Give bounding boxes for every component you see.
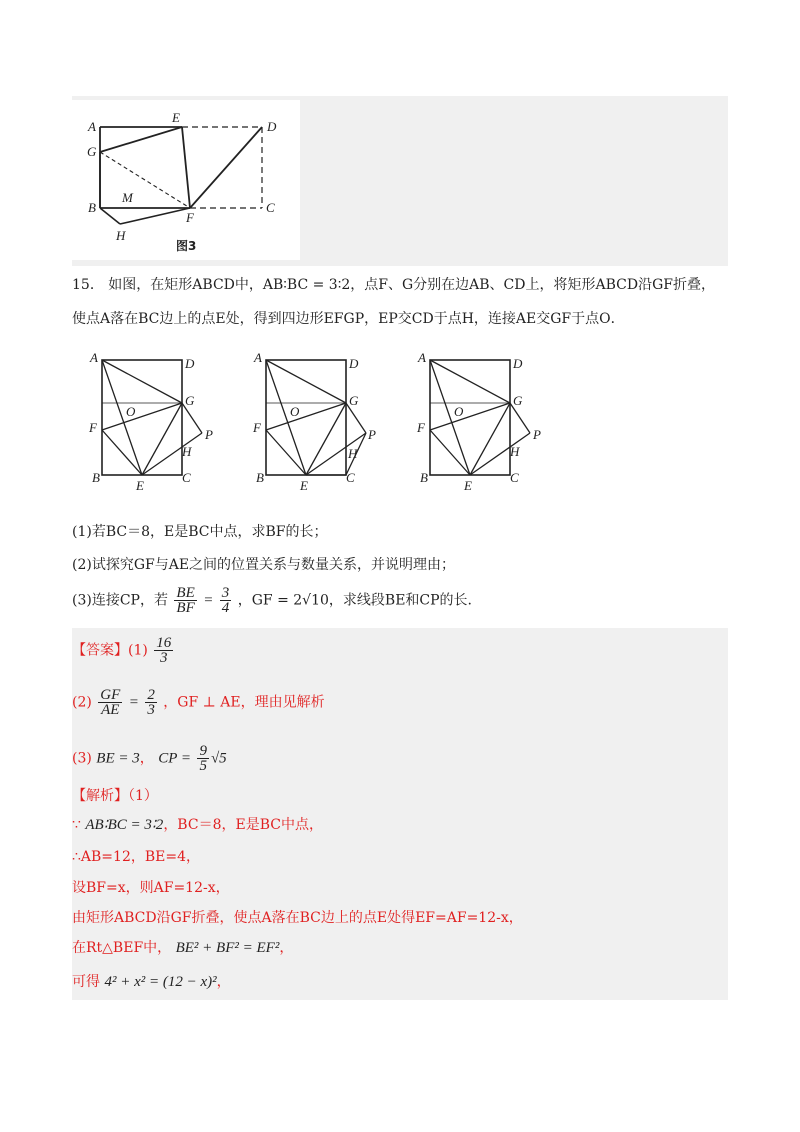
answer-2 [72,688,325,717]
sf1-label-p: P [205,427,213,442]
answer-3 [72,744,227,773]
answer-1-num: 16 [156,635,172,651]
analysis-5-prefix: 在Rt△BEF中， [72,940,172,956]
sf1-label-b: B [92,470,100,485]
analysis-line-4 [72,908,523,928]
sf3-label-b: B [420,470,428,485]
fig3-label-b: B [88,200,96,215]
analysis-3-text: 设BF=x，则AF=12-x， [72,880,230,896]
answer-2-lhs-num: GF [100,687,121,703]
sf2-label-e: E [300,478,308,493]
question-3 [72,586,472,615]
question-3-prefix: (3)连接CP，若 [72,592,168,609]
analysis-6-prefix: 可得 [72,974,100,990]
sf2-label-o: O [290,404,300,419]
answer-3-cp-num: 9 [199,743,207,759]
sf1-label-c: C [182,470,191,485]
fig3-label-f: F [186,210,194,225]
sf1-label-o: O [126,404,136,419]
sf3-label-g: G [513,393,523,408]
small-figure-2 [252,350,376,493]
analysis-1-math: AB∶BC = 3∶2 [85,817,164,833]
small-figures [80,348,560,498]
sf2-label-b: B [256,470,264,485]
answer-tag: 【答案】 [72,642,128,659]
analysis-6-tail: ， [216,974,231,990]
answer-2-rhs [145,688,157,717]
analysis-header [72,786,158,806]
analysis-line-5 [72,938,293,958]
problem-line-2 [72,309,625,329]
problem-text-2: 使点A落在BC边上的点E处，得到四边形EFGP，EP交CD于点H，连接AE交GF于点O． [72,311,625,327]
sf1-label-f: F [89,420,97,435]
problem-line-1 [72,275,715,295]
analysis-5-tail: ， [279,940,294,956]
problem-text-1: 如图，在矩形ABCD中，AB∶BC = 3∶2，点F、G分别在边AB、CD上，将矩形ABCD沿GF折叠， [108,277,715,293]
analysis-line-6 [72,972,231,992]
answer-1 [72,636,175,665]
sf3-label-a: A [418,350,426,365]
answer-3-cp: CP = [158,750,191,767]
answer-1-fraction [154,636,173,665]
question-2-text: (2)试探究GF与AE之间的位置关系与数量关系，并说明理由； [72,557,456,573]
answer-2-rhs-num: 2 [147,687,155,703]
sf2-label-p: P [368,427,376,442]
sf2-label-f: F [253,420,261,435]
figure3-frame [72,100,300,260]
small-figure-1 [88,350,213,493]
sf2-label-c: C [346,470,355,485]
answer-3-cp-den: 5 [199,758,207,774]
fig3-label-h: H [116,228,126,243]
sf1-label-h: H [182,444,192,459]
answer-3-cp-tail: √5 [210,750,227,767]
sf1-label-a: A [90,350,98,365]
q3-equals: = [203,592,214,609]
sf3-label-h: H [510,444,520,459]
answer-1-prefix: (1) [128,642,148,659]
analysis-5-math: BE² + BF² = EF² [175,940,280,956]
q3-frac-den: BF [176,600,195,616]
analysis-4-text: 由矩形ABCD沿GF折叠，使点A落在BC边上的点E处得EF=AF=12-x， [72,910,523,926]
fig3-label-d: D [267,119,277,134]
answer-3-prefix: (3) [72,750,92,767]
fig3-label-e: E [172,110,180,125]
q3-val-den: 4 [221,600,230,616]
answer-3-sep: ， [139,750,154,767]
because-symbol: ∵ [72,817,81,833]
answer-2-eq: = [128,694,139,711]
fig3-caption: 图3 [176,239,197,253]
analysis-tag: 【解析】 [72,788,128,804]
question-3-rest: ，GF = 2√10，求线段BE和CP的长. [237,592,472,609]
sf2-label-a: A [254,350,262,365]
question-2 [72,555,455,575]
fig3-label-c: C [266,200,275,215]
answer-1-den: 3 [160,650,168,666]
q3-frac-num: BE [176,585,195,601]
sf3-label-f: F [417,420,425,435]
sf1-label-d: D [185,356,195,371]
sf3-label-o: O [454,404,464,419]
analysis-2-text: ∴AB=12，BE=4， [72,849,200,865]
question-1 [72,522,327,542]
figure3-diagram [72,100,300,260]
answer-3-cp-fraction [197,744,209,773]
sf1-label-e: E [136,478,144,493]
sf2-label-g: G [349,393,359,408]
sf1-label-g: G [185,393,195,408]
fig3-label-g: G [87,144,97,159]
analysis-line-3 [72,878,230,898]
fig3-label-m: M [122,190,133,205]
question-1-text: (1)若BC＝8，E是BC中点，求BF的长； [72,524,328,540]
sf3-label-p: P [533,427,541,442]
answer-2-lhs [98,688,122,717]
problem-number: 15． [72,277,104,293]
sf2-label-h: H [348,446,358,461]
fig3-label-a: A [88,119,96,134]
analysis-6-math: 4² + x² = (12 − x)² [104,974,217,990]
answer-3-be: BE = 3 [96,750,140,767]
small-figure-3 [416,350,541,493]
sf3-label-c: C [510,470,519,485]
analysis-1-rest: ，BC＝8，E是BC中点， [163,817,323,833]
analysis-line-2 [72,847,200,867]
sf3-label-d: D [513,356,523,371]
analysis-line-1 [72,815,323,835]
question-3-value-fraction [220,586,232,615]
answer-2-lhs-den: AE [101,702,120,718]
sf3-label-e: E [464,478,472,493]
answer-2-rhs-den: 3 [147,702,155,718]
answer-2-prefix: (2) [72,694,92,711]
question-3-ratio-fraction [174,586,196,615]
answer-2-rest: ，GF ⊥ AE，理由见解析 [163,694,325,711]
analysis-tag-num: （1） [128,788,158,804]
sf2-label-d: D [349,356,359,371]
q3-val-num: 3 [221,585,230,601]
